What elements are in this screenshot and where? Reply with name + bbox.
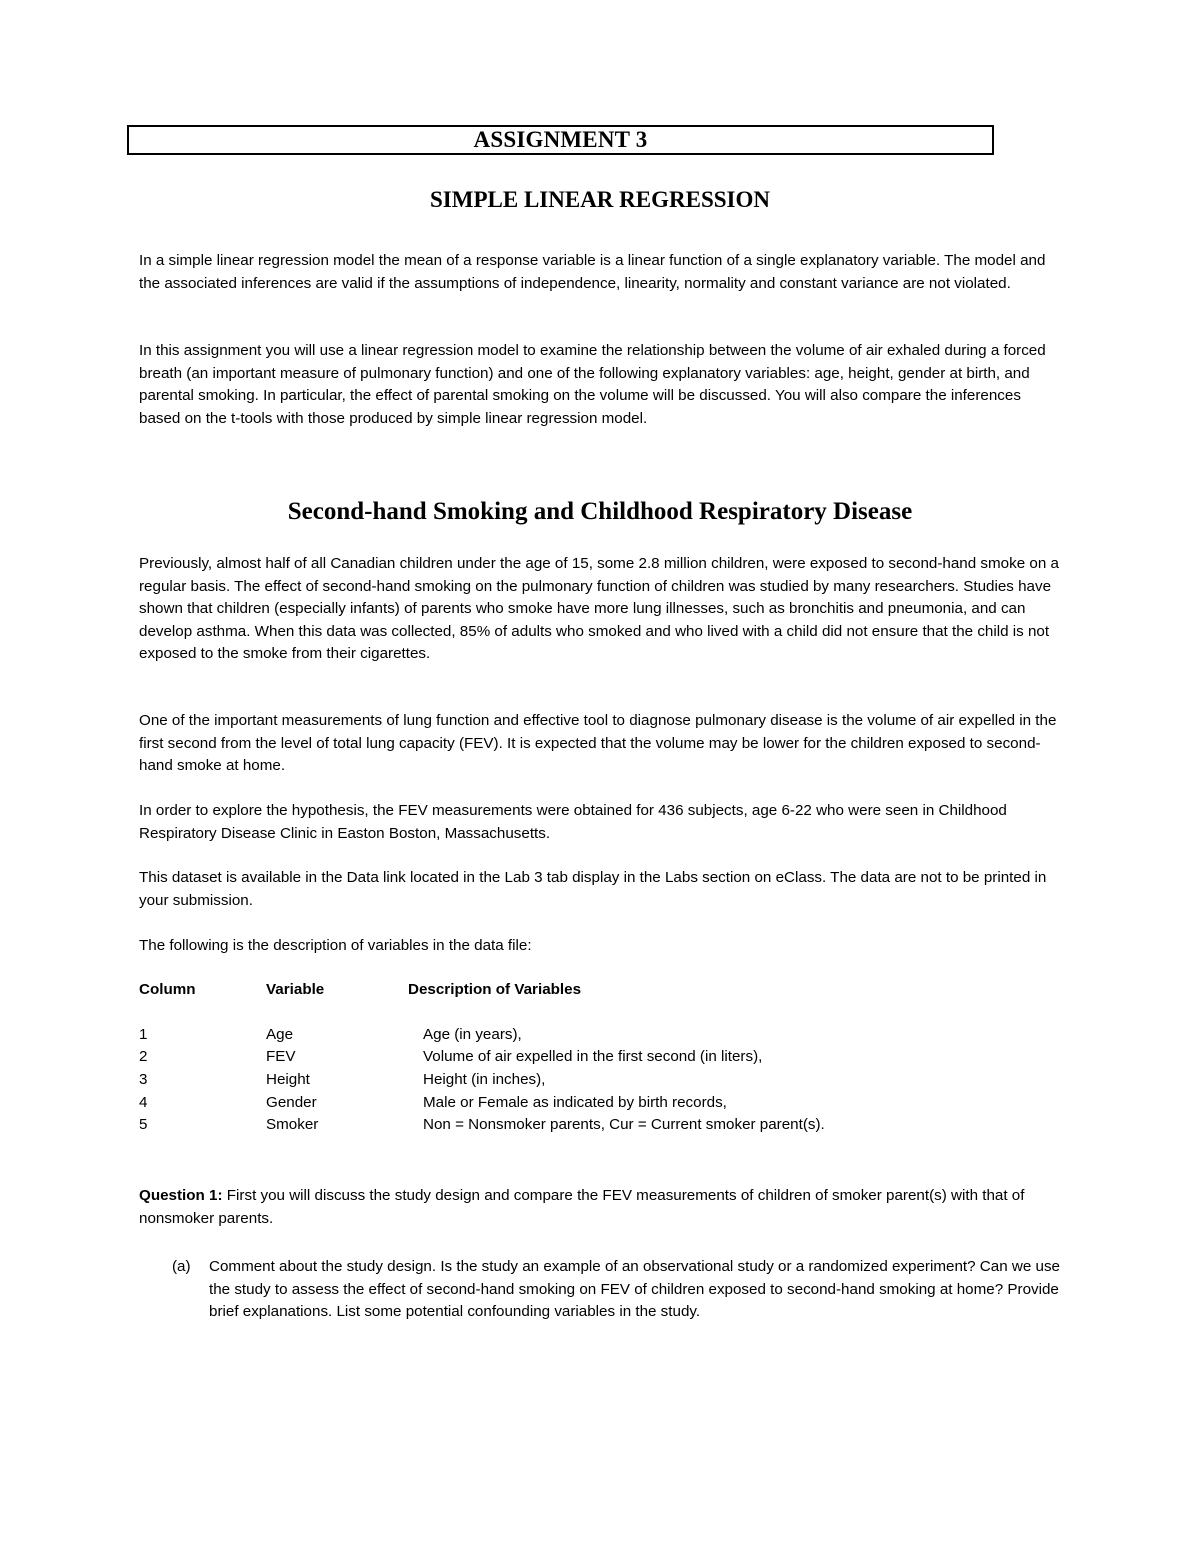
table-cell-variable: Height <box>266 1071 310 1088</box>
table-cell-description: Volume of air expelled in the first second (in liters), <box>423 1048 763 1065</box>
assignment-title: ASSIGNMENT 3 <box>473 127 648 152</box>
topic-title: SIMPLE LINEAR REGRESSION <box>430 187 770 212</box>
table-cell-description: Non = Nonsmoker parents, Cur = Current smoker parent(s). <box>423 1116 825 1133</box>
section-paragraph-2: One of the important measurements of lung function and effective tool to diagnose pulmonary disease is the volume of air expelled in the first second from the level of total lung capacity (FEV). It is expected that the volume may be lower for the children exposed to second-hand smoke at home. <box>139 712 1057 775</box>
section-paragraph-1: Previously, almost half of all Canadian children under the age of 15, some 2.8 million children, were exposed to second-hand smoke on a regular basis. The effect of second-hand smoking on the pulmonary function of children was studied by many researchers. Studies have shown that children (especially infants) of parents who smoke have more lung illnesses, such as bronchitis and pneumonia, and can develop asthma. When this data was collected, 85% of adults who smoked and who lived with a child did not ensure that the child is not exposed to the smoke from their cigarettes. <box>139 555 1059 663</box>
table-cell-variable: Smoker <box>266 1116 319 1133</box>
question-1a <box>172 1256 1064 1324</box>
table-cell-column: 2 <box>139 1048 148 1065</box>
section-paragraph-4: This dataset is available in the Data link located in the Lab 3 tab display in the Labs section on eClass. The data are not to be printed in your submission. <box>139 869 1047 909</box>
table-header-description: Description of Variables <box>408 981 582 998</box>
table-row <box>139 1116 1064 1138</box>
section-paragraph-5: The following is the description of variables in the data file: <box>139 937 532 954</box>
question-1-text: First you will discuss the study design and compare the FEV measurements of children of smoker parent(s) with that of nonsmoker parents. <box>139 1187 1025 1227</box>
table-header-column: Column <box>139 981 196 998</box>
question-1a-text: Comment about the study design. Is the study an example of an observational study or a randomized experiment? Can we use the study to assess the effect of second-hand smoking on FEV of children exposed to second-hand smoking at home? Provide brief explanations. List some potential confounding variables in the study. <box>209 1258 1060 1321</box>
table-row <box>139 1026 1064 1048</box>
table-cell-column: 3 <box>139 1071 148 1088</box>
table-cell-description: Male or Female as indicated by birth records, <box>423 1094 727 1111</box>
table-cell-column: 5 <box>139 1116 148 1133</box>
table-row <box>139 1071 1064 1093</box>
table-cell-description: Age (in years), <box>423 1026 522 1043</box>
question-1 <box>139 1185 1064 1230</box>
question-1a-letter: (a) <box>172 1258 191 1275</box>
intro-paragraph-2: In this assignment you will use a linear regression model to examine the relationship between the volume of air exhaled during a forced breath (an important measure of pulmonary function) and one of the following explanatory variables: age, height, gender at birth, and parental smoking. In particular, the effect of parental smoking on the volume will be discussed. You will also compare the inferences based on the t-tools with those produced by simple linear regression model. <box>139 342 1046 427</box>
intro-paragraph-1: In a simple linear regression model the mean of a response variable is a linear function of a single explanatory variable. The model and the associated inferences are valid if the assumptions of independence, linearity, normality and constant variance are not violated. <box>139 252 1046 292</box>
table-cell-column: 4 <box>139 1094 148 1111</box>
section-title: Second-hand Smoking and Childhood Respiratory Disease <box>287 498 913 525</box>
table-cell-variable: FEV <box>266 1048 296 1065</box>
table-cell-description: Height (in inches), <box>423 1071 546 1088</box>
table-cell-variable: Age <box>266 1026 294 1043</box>
question-1-label: Question 1: <box>139 1187 223 1204</box>
section-paragraph-3: In order to explore the hypothesis, the FEV measurements were obtained for 436 subjects, age 6-22 who were seen in Childhood Respiratory Disease Clinic in Easton Boston, Massachusetts. <box>139 802 1007 842</box>
table-cell-variable: Gender <box>266 1094 317 1111</box>
table-row <box>139 1094 1064 1116</box>
table-cell-column: 1 <box>139 1026 148 1043</box>
table-row <box>139 1048 1064 1070</box>
table-header-variable: Variable <box>266 981 325 998</box>
assignment-title-box <box>127 125 994 155</box>
